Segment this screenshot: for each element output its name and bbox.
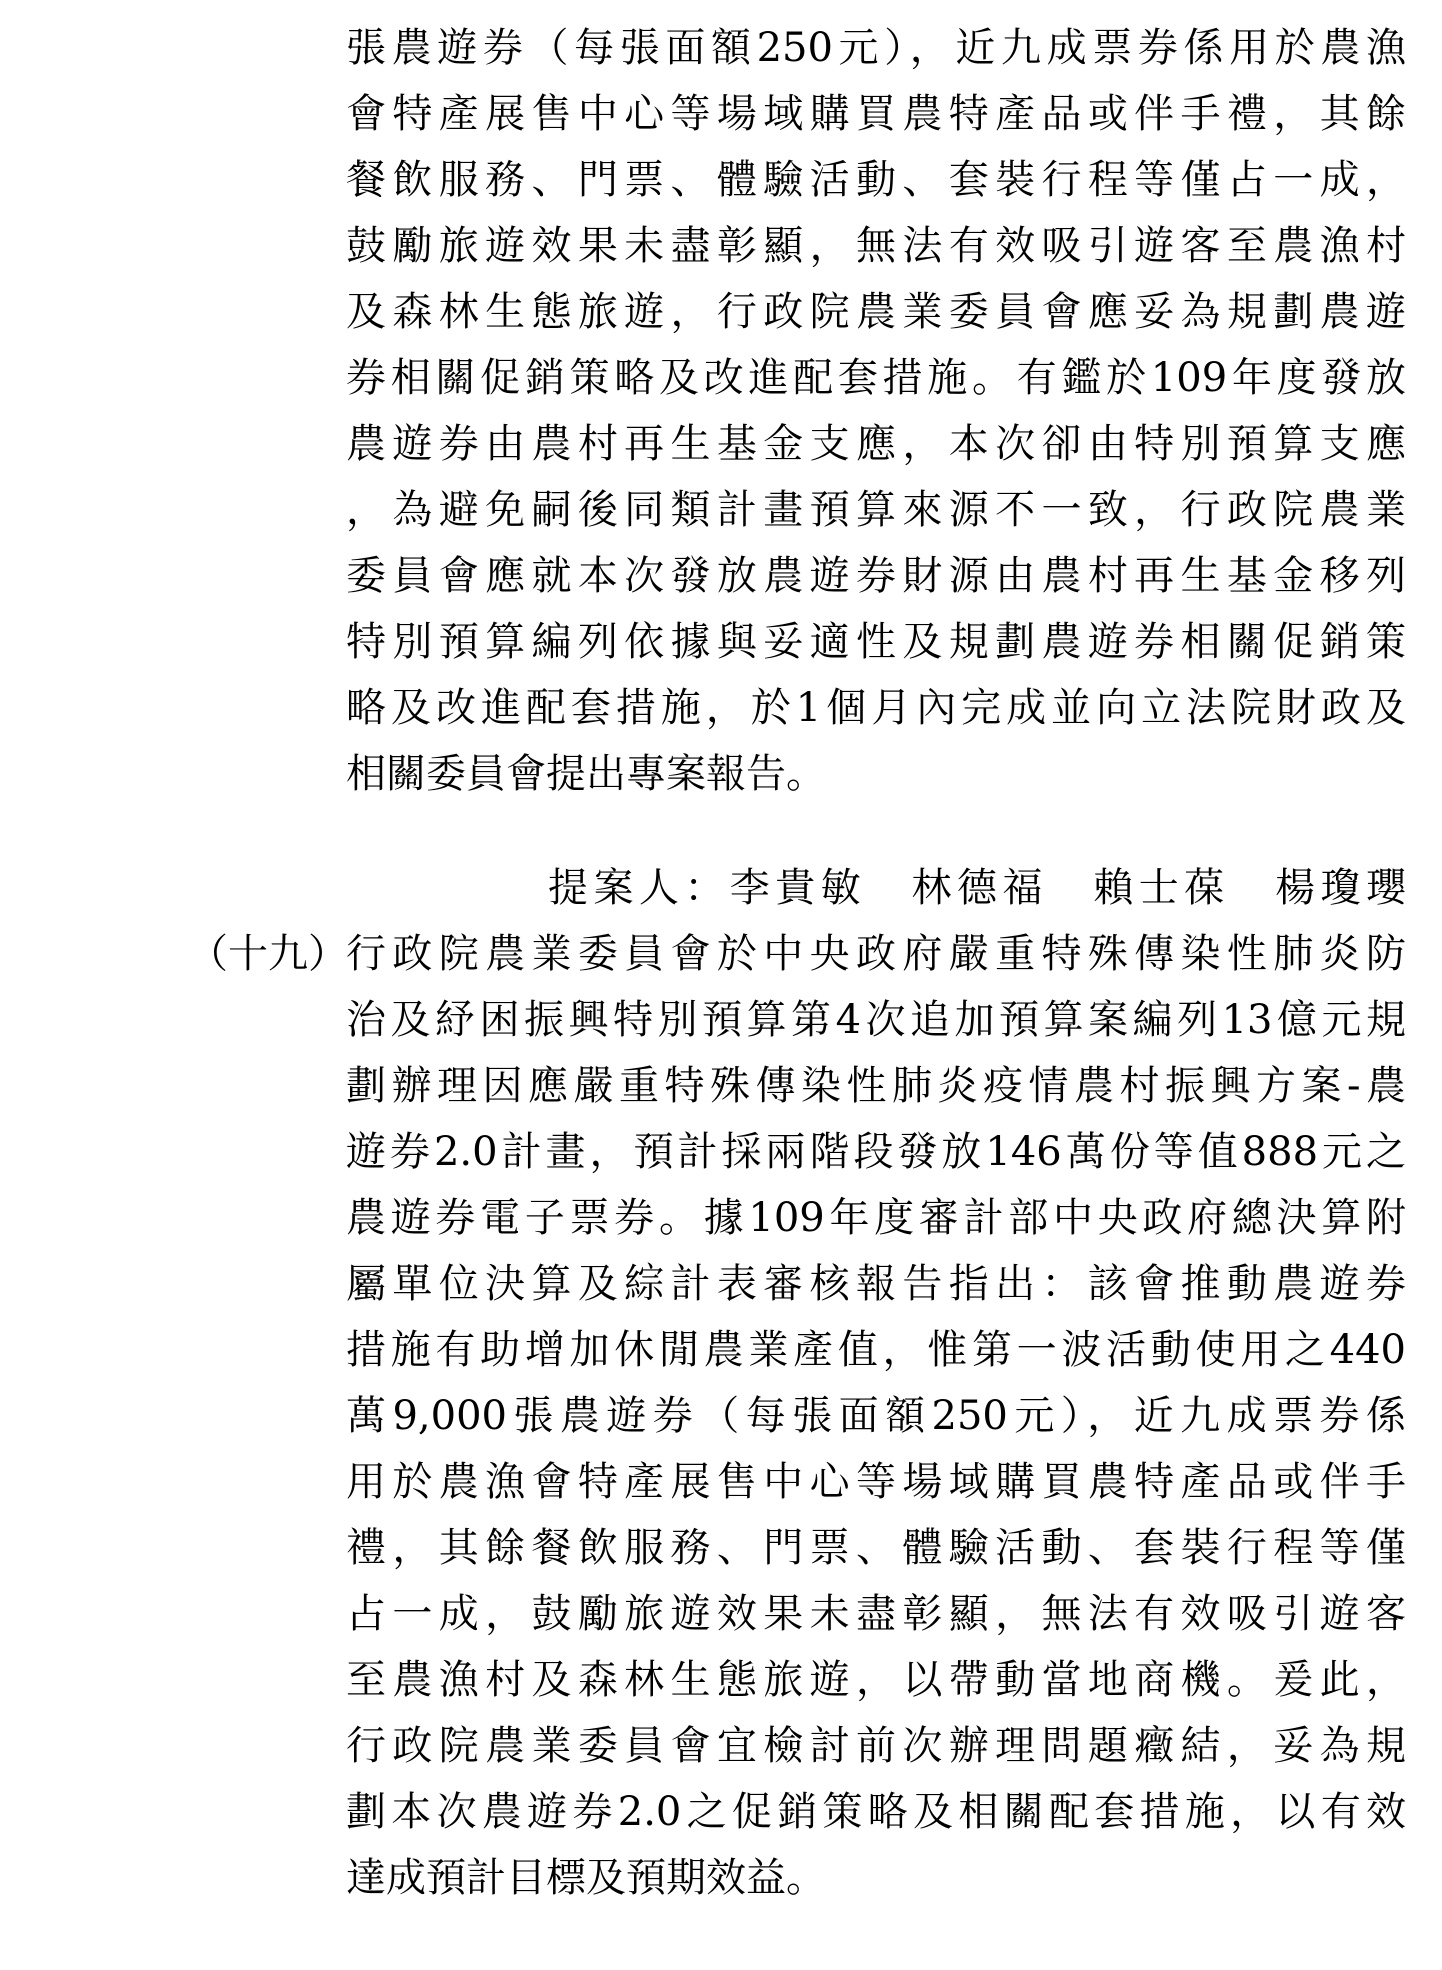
item-line: 農遊券電子票券。據109年度審計部中央政府總決算附: [346, 1195, 1406, 1241]
paragraph-line: 及森林生態旅遊，行政院農業委員會應妥為規劃農遊: [346, 289, 1406, 335]
item-line: 劃本次農遊券2.0之促銷策略及相關配套措施，以有效: [346, 1789, 1406, 1835]
item-line: 治及紓困振興特別預算第4次追加預算案編列13億元規: [346, 997, 1406, 1043]
item-line: 屬單位決算及綜計表審核報告指出：該會推動農遊券: [346, 1261, 1406, 1307]
paragraph-line: 餐飲服務、門票、體驗活動、套裝行程等僅占一成，: [346, 157, 1406, 203]
item-line: 用於農漁會特產展售中心等場域購買農特產品或伴手: [346, 1459, 1406, 1505]
item-line: 禮，其餘餐飲服務、門票、體驗活動、套裝行程等僅: [346, 1525, 1406, 1571]
paragraph-line: 相關委員會提出專案報告。: [346, 751, 826, 797]
item-line: 劃辦理因應嚴重特殊傳染性肺炎疫情農村振興方案-農: [346, 1063, 1406, 1109]
item-line: 遊券2.0計畫，預計採兩階段發放146萬份等值888元之: [346, 1129, 1406, 1175]
item-line: 行政院農業委員會於中央政府嚴重特殊傳染性肺炎防: [346, 931, 1406, 977]
paragraph-line: 券相關促銷策略及改進配套措施。有鑑於109年度發放: [346, 355, 1406, 401]
item-line: 行政院農業委員會宜檢討前次辦理問題癥結，妥為規: [346, 1723, 1406, 1769]
item-line: 措施有助增加休閒農業產值，惟第一波活動使用之440: [346, 1327, 1406, 1373]
paragraph-line: 張農遊券（每張面額250元），近九成票券係用於農漁: [346, 25, 1406, 71]
item-number-label: （十九）: [188, 931, 348, 977]
proposer-signature: 提案人：李貴敏 林德福 賴士葆 楊瓊瓔: [548, 865, 1406, 911]
paragraph-line: 略及改進配套措施，於1個月內完成並向立法院財政及: [346, 685, 1406, 731]
paragraph-line: 鼓勵旅遊效果未盡彰顯，無法有效吸引遊客至農漁村: [346, 223, 1406, 269]
item-line: 占一成，鼓勵旅遊效果未盡彰顯，無法有效吸引遊客: [346, 1591, 1406, 1637]
item-line: 至農漁村及森林生態旅遊，以帶動當地商機。爰此，: [346, 1657, 1406, 1703]
paragraph-line: 特別預算編列依據與妥適性及規劃農遊券相關促銷策: [346, 619, 1406, 665]
item-line: 達成預計目標及預期效益。: [346, 1855, 826, 1901]
paragraph-line: 會特產展售中心等場域購買農特產品或伴手禮，其餘: [346, 91, 1406, 137]
paragraph-line: 農遊券由農村再生基金支應，本次卻由特別預算支應: [346, 421, 1406, 467]
paragraph-line: ，為避免嗣後同類計畫預算來源不一致，行政院農業: [346, 487, 1406, 533]
paragraph-line: 委員會應就本次發放農遊券財源由農村再生基金移列: [346, 553, 1406, 599]
item-line: 萬9,000張農遊券（每張面額250元），近九成票券係: [346, 1393, 1406, 1439]
